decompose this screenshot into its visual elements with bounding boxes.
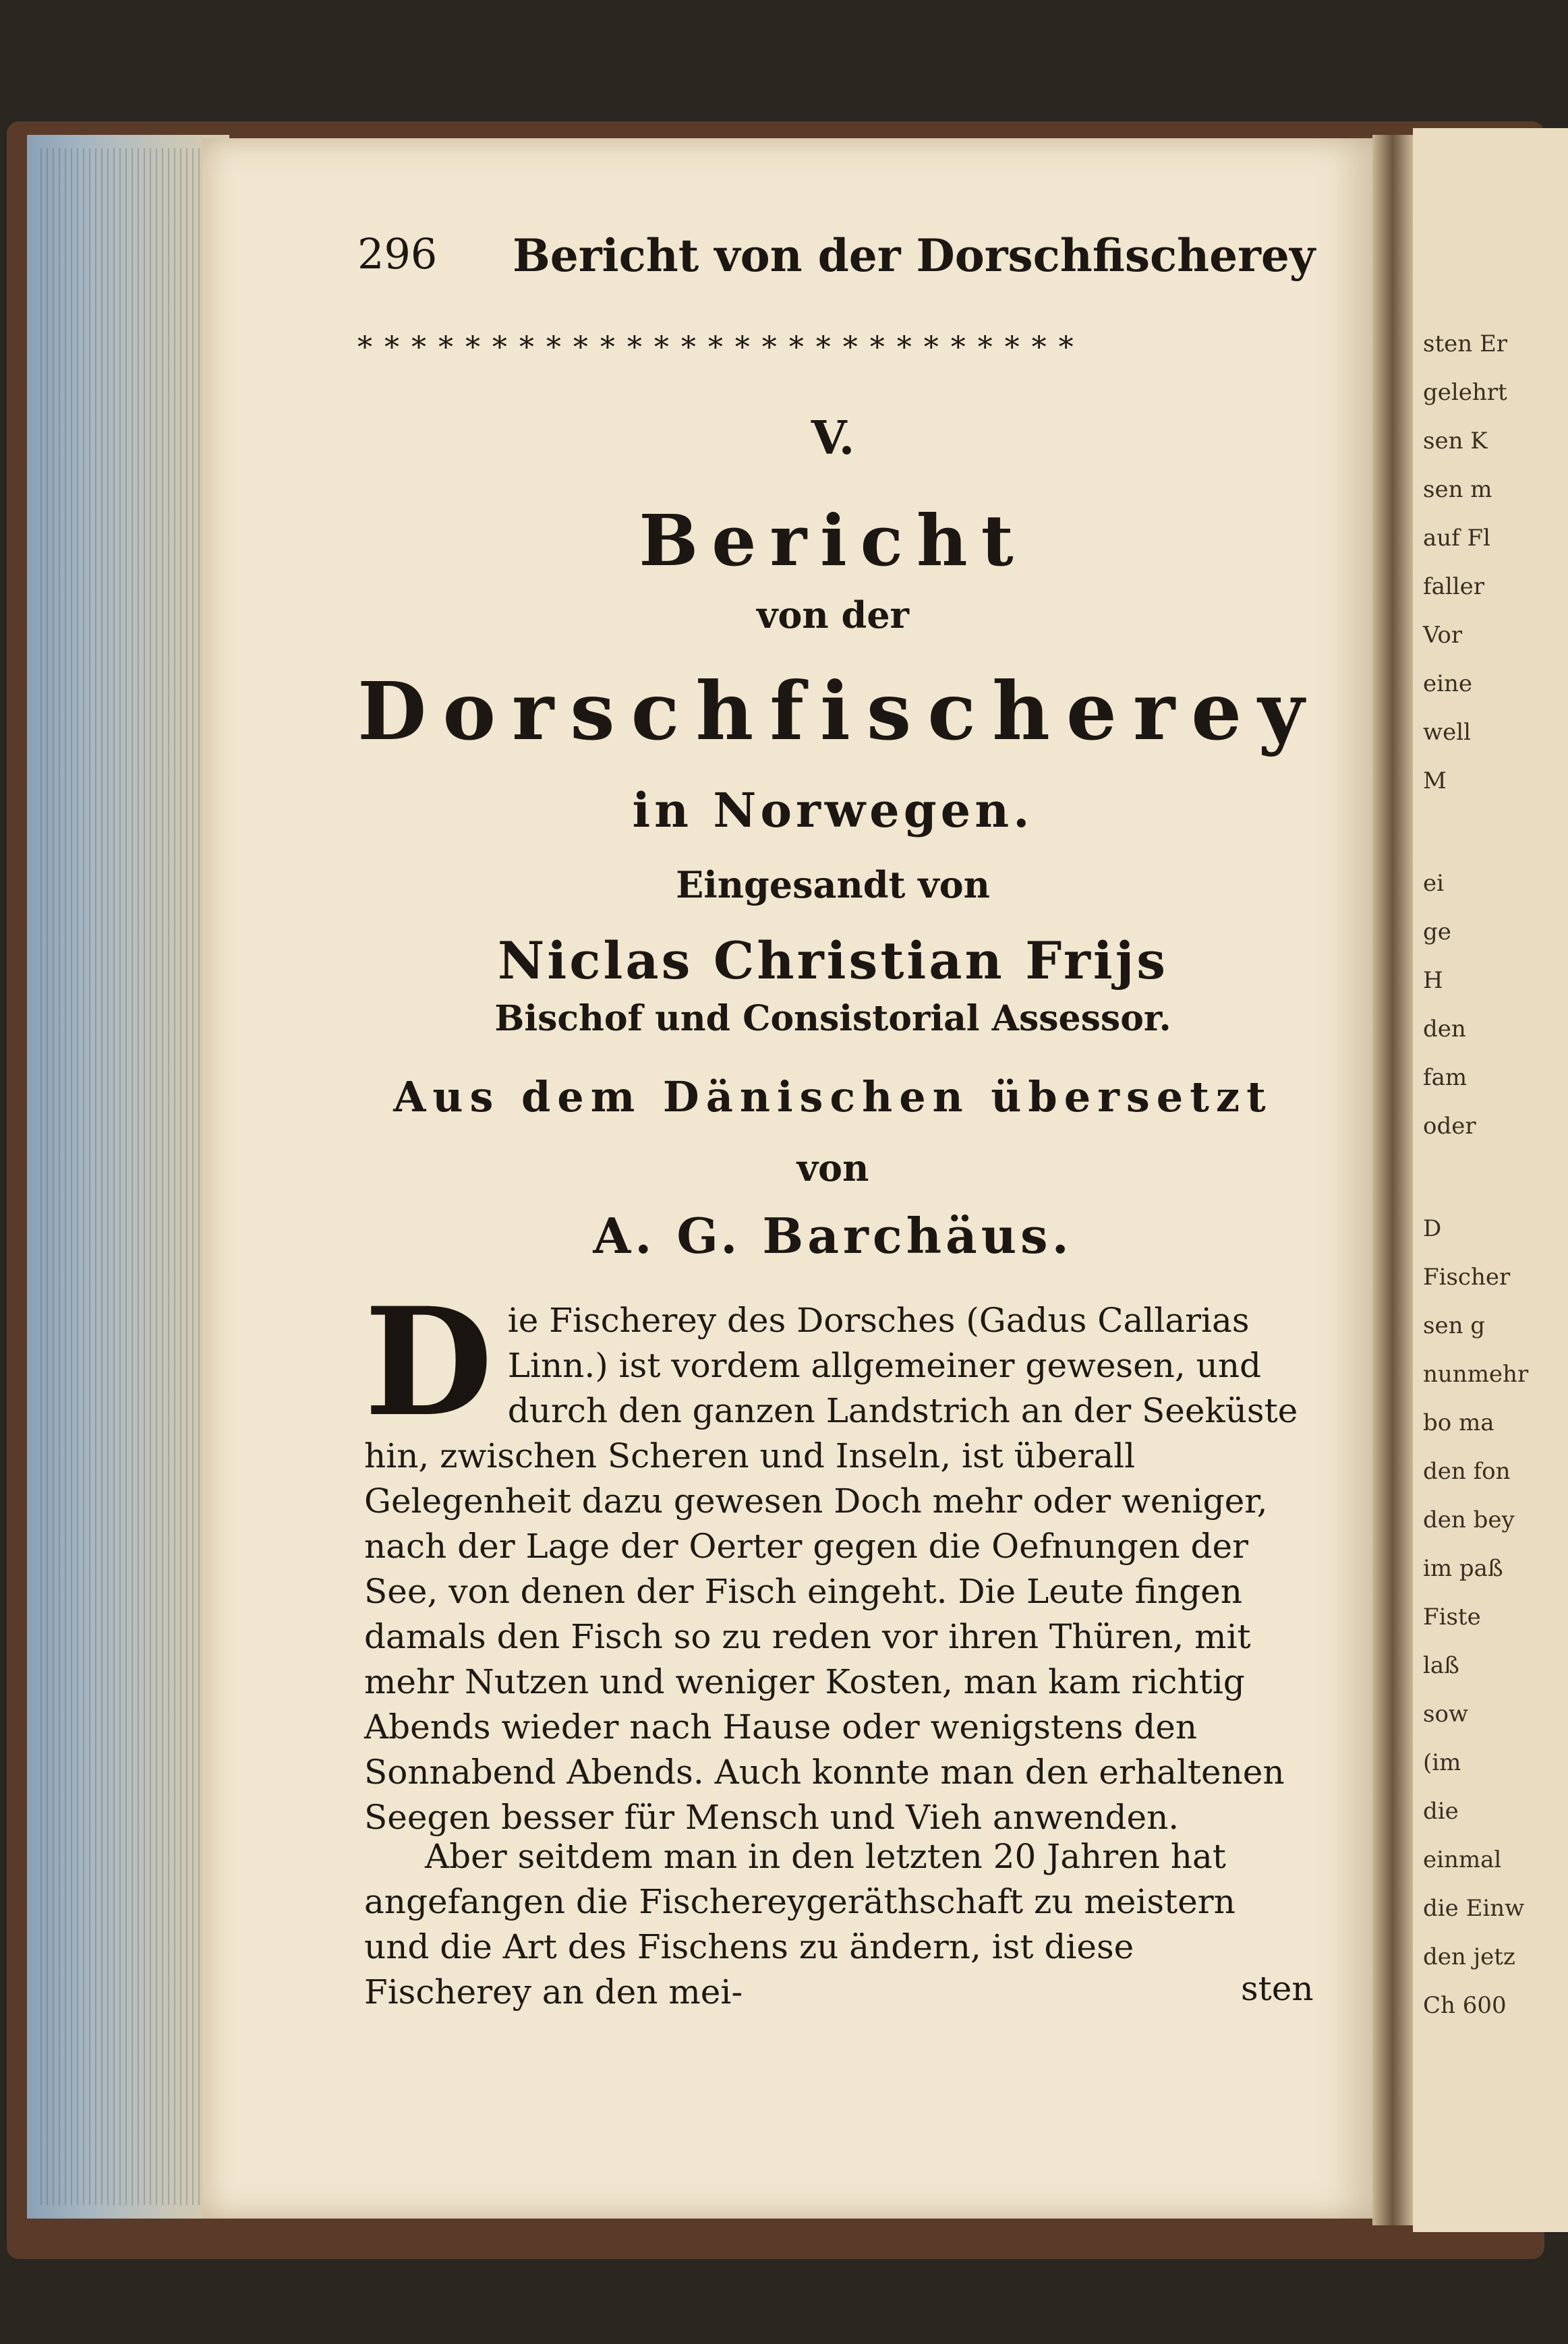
author-name: Niclas Christian Frijs	[497, 931, 1169, 991]
paragraph-1-text: ie Fischerey des Dorsches (Gadus Callarias Linn.) ist vordem allgemeiner gewesen, und durch den ganzen Landstrich an der Seeküste hin, zwischen Scheren und Inseln, ist überall Gelegenheit dazu gewesen Doch mehr oder weniger, nach der Lage der Oerter gegen die Oefnungen der See, von denen der Fisch eingeht. Die Leute fingen damals den Fisch so zu reden vor ihren Thüren, mit mehr Nutzen und weniger Kosten, man kam richtig Abends wieder nach Hause oder wenigstens den Sonnabend Abends. Auch konnte man den erhaltenen Seegen besser für Mensch und Vieh anwenden.	[364, 1301, 1298, 1837]
facing-page-fragment: sen K	[1423, 428, 1488, 455]
translated-note: Aus dem Dänischen übersetzt	[393, 1072, 1273, 1121]
catchword: sten	[1241, 1969, 1314, 2008]
facing-page-fragment: Fiste	[1423, 1604, 1481, 1631]
page-number: 296	[357, 229, 438, 279]
facing-page-fragment: auf Fl	[1423, 525, 1491, 552]
paragraph-2-text: Aber seitdem man in den letzten 20 Jahren hat angefangen die Fischereygeräthschaft zu meistern und die Art des Fischens zu ändern, ist diese Fischerey an den mei-	[364, 1837, 1236, 2012]
facing-page-fragment: ge	[1423, 918, 1451, 945]
facing-page-fragment: laß	[1423, 1652, 1459, 1679]
drop-cap: D	[364, 1274, 493, 1449]
facing-page-fragment: nunmehr	[1423, 1361, 1529, 1388]
facing-page-fragment: den fon	[1423, 1458, 1511, 1485]
page-header	[357, 229, 1335, 303]
translator-name: A. G. Barchäus.	[593, 1207, 1073, 1264]
facing-page-fragment: die	[1423, 1798, 1459, 1825]
paragraph-2	[364, 1834, 1308, 2015]
chapter-numeral: V.	[811, 411, 855, 465]
title-dorschfischerey: Dorschfischerey	[357, 664, 1320, 758]
running-head: Bericht von der Dorschfischerey	[513, 229, 1316, 282]
facing-page-fragment: H	[1423, 967, 1443, 994]
title-bericht: Bericht	[639, 499, 1027, 582]
facing-page-fragment: den jetz	[1423, 1943, 1515, 1970]
author-role: Bischof und Consistorial Assessor.	[494, 998, 1171, 1039]
facing-page-fragment: faller	[1423, 573, 1484, 600]
facing-page-fragment: gelehrt	[1423, 379, 1507, 406]
page-edge-lines	[40, 148, 202, 2205]
facing-page-fragment: den bey	[1423, 1506, 1515, 1533]
paragraph-1	[364, 1274, 1308, 1840]
facing-page-fragment: den	[1423, 1016, 1466, 1043]
facing-page-fragment: (im	[1423, 1749, 1461, 1776]
facing-page-fragment: Ch 600	[1423, 1992, 1507, 2019]
facing-page-fragment: einmal	[1423, 1846, 1502, 1873]
facing-page-fragment: ei	[1423, 870, 1444, 897]
title-in-norwegen: in Norwegen.	[632, 782, 1034, 838]
facing-page-fragment: sten Er	[1423, 330, 1508, 357]
facing-page-fragment: well	[1423, 719, 1471, 746]
title-von-der: von der	[756, 593, 910, 637]
ornament-row	[357, 330, 1308, 371]
translated-by: von	[796, 1146, 869, 1190]
facing-page-fragment: D	[1423, 1215, 1442, 1242]
facing-page-fragment: oder	[1423, 1113, 1476, 1140]
sent-by: Eingesandt von	[676, 863, 990, 906]
facing-page-fragment: sow	[1423, 1701, 1469, 1728]
facing-page-fragment: Vor	[1423, 622, 1463, 649]
book-gutter	[1372, 135, 1413, 2225]
facing-page-fragment: die Einw	[1423, 1895, 1525, 1922]
facing-page-fragment: fam	[1423, 1064, 1468, 1091]
facing-page-fragment: sen g	[1423, 1312, 1486, 1339]
facing-page-fragment: im paß	[1423, 1555, 1503, 1582]
facing-page-fragment: bo ma	[1423, 1409, 1494, 1436]
facing-page-fragment: Fischer	[1423, 1264, 1511, 1291]
ornament-stars: * * * * * * * * * * * * * * * * * * * * * * * * * * *	[357, 330, 1075, 365]
facing-page-fragment: M	[1423, 767, 1447, 794]
facing-page-fragment: eine	[1423, 670, 1473, 697]
facing-page-fragment: sen m	[1423, 476, 1492, 503]
